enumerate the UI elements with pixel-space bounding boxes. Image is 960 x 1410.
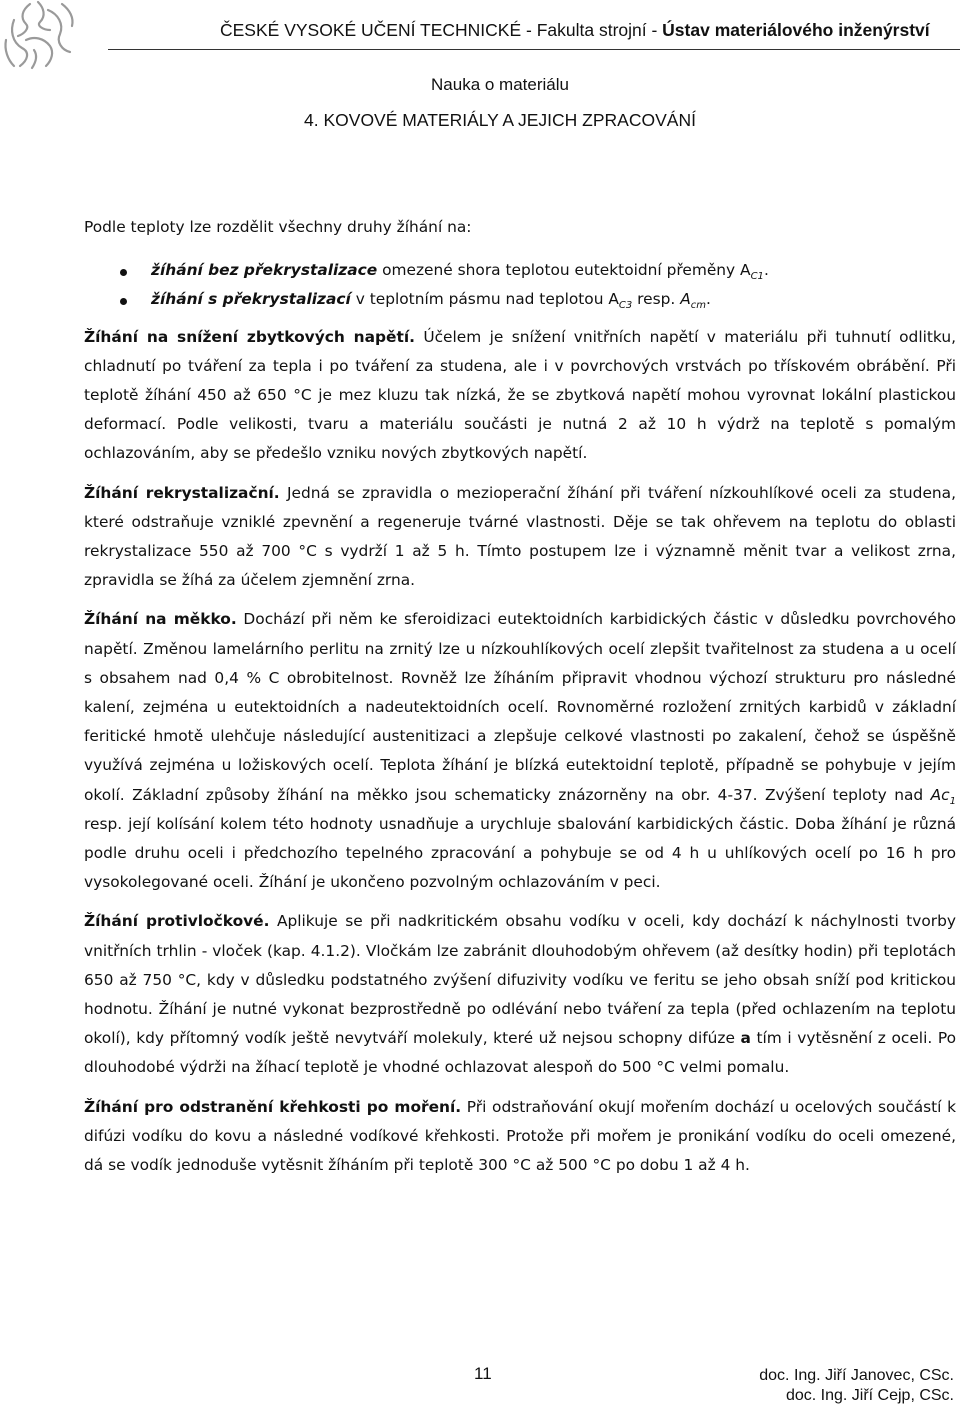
header-title — [220, 20, 930, 41]
document-body — [84, 213, 956, 1190]
section-pickling-brittleness: Žíhání pro odstranění křehkosti po moření. Při odstraňování okují mořením dochází u ocelových součástí k difúzi vodíku do kovu a následné vodíkové křehkosti. Protože při mořem je pronikání vodíku do oceli omezené, dá se vodík jednoduše vytěsnit žíháním při teplotě 300 °C až 500 °C po dobu 1 až 4 h. — [84, 1097, 957, 1175]
list-item-term: žíhání s překrystalizací — [151, 290, 351, 309]
section-anti-flake: Žíhání protivločkové. Aplikuje se při nadkritickém obsahu vodíku v oceli, kdy dochází k náchylnosti tvorby vnitřních trhlin - vloček (kap. 4.1.2). Vločkám lze zabránit dlouhodobým ohřevem (až desítky hodin) při teplotách 650 až 750 °C, kdy v důsledku podstatného zvýšení difuzivity vodíku ve feritu se jeho obsah sníží pod kritickou hodnotu. Žíhání je nutné vykonat bezprostředně po odlévání nebo tváření za tepla (před ochlazením na teplotu okolí), kdy přítomný vodík ještě nevytváří molekuly, které už nejsou schopny difúze a tím i vytěsnění z oceli. Po dlouhodobé výdrži na žíhací teplotě je vhodné ochlazovat alespoň do 500 °C velmi pomalu. — [84, 912, 956, 1077]
chapter-title: 4. KOVOVÉ MATERIÁLY A JEJICH ZPRACOVÁNÍ — [304, 110, 696, 130]
section-heading: Žíhání rekrystalizační. — [84, 483, 280, 502]
header-divider — [108, 49, 960, 50]
course-title: Nauka o materiálu — [431, 75, 569, 94]
cvut-lion-logo — [0, 0, 84, 70]
bullet-icon — [120, 269, 127, 276]
author-name: doc. Ing. Jiří Cejp, CSc. — [785, 1387, 954, 1404]
authors — [759, 1366, 954, 1406]
list-item-term: žíhání bez překrystalizace — [151, 261, 378, 280]
intro-text: Podle teploty lze rozdělit všechny druhy žíhání na: — [84, 218, 472, 236]
page-number: 11 — [474, 1364, 492, 1383]
section-stress-relief: Žíhání na snížení zbytkových napětí. Účelem je snížení vnitřních napětí v materiálu při tuhnutí odlitku, chladnutí po tváření za tepla i po tváření za studena, ale i v povrchových vrstvách po třískovém obrábění. Při teplotě žíhání 450 až 650 °C je mez kluzu tak nízká, že se zbytková napětí mohou vyrovnat lokální plastickou deformací. Podle velikosti, tvaru a materiálu součásti je nutná 2 až 10 h výdrž na teplotě s pomalým ochlazováním, aby se předešlo vzniku nových zbytkových napětí. — [84, 327, 956, 463]
header-university: ČESKÉ VYSOKÉ UČENÍ TECHNICKÉ - — [220, 20, 537, 40]
bullet-icon — [120, 298, 127, 305]
list-item: žíhání s překrystalizací v teplotním pásmu nad teplotou $A_{C3}$ resp. $A_{cm}$. — [84, 285, 956, 314]
section-recrystallization: Žíhání rekrystalizační. Jedná se zpravidla o mezioperační žíhání při tváření nízkouhlíkové oceli za studena, které odstraňuje vzniklé zpevnění a regeneruje tvárné vlastnosti. Děje se tak ohřevem na teplotu do oblasti rekrystalizace 550 až 700 °C s vydrží 1 až 5 h. Tímto postupem lze i významně měnit tvar a velikost zrna, zpravidla se žíhá za účelem zjemnění zrna. — [84, 483, 956, 590]
header-faculty: Fakulta strojní - — [536, 20, 663, 40]
annealing-types-list — [84, 256, 956, 314]
header-institute: Ústav materiálového inženýrství — [662, 20, 930, 40]
list-item: žíhání bez překrystalizace omezené shora teplotou eutektoidní přeměny $A_{C1}$. — [84, 256, 956, 285]
section-heading: Žíhání protivločkové. — [84, 912, 270, 931]
section-heading: Žíhání na snížení zbytkových napětí. — [84, 327, 415, 346]
author-name: doc. Ing. Jiří Janovec, CSc. — [759, 1367, 954, 1384]
section-heading: Žíhání na měkko. — [84, 610, 237, 629]
section-soft-annealing: Žíhání na měkko. Dochází při něm ke sferoidizaci eutektoidních karbidických částic v důsledku povrchového napětí. Změnou lamelárního perlitu na zrnitý lze u nízkouhlíkových ocelí zlepšit tvařitelnost za studena a u ocelí s obsahem nad 0,4 % C obrobitelnost. Rovněž lze žíháním připravit vhodnou výchozí strukturu pro následné kalení, zejména u eutektoidních a nadeutektoidních ocelí. Rovnoměrné rozložení zrnitých karbidů v základní feritické hmotě ulehčuje následující austenitizaci a zlepšuje celkové vlastnosti po zakalení, čehož se úspěšně využívá zejména u ložiskových ocelí. Teplota žíhání je blízká eutektoidní teplotě, případně se pohybuje v jejím okolí. Základní způsoby žíhání na měkko jsou schematicky znázorněny na obr. 4-37. Zvýšení teploty nad $Ac_1$ resp. její kolísání kolem této hodnoty usnadňuje a urychluje sbalování karbidických částic. Doba žíhání je různá podle druhu oceli i předchozího tepelného zpracování a pohybuje se od 4 h u uhlíkových ocelí po 16 h pro vysokolegované oceli. Žíhání je ukončeno pozvolným ochlazováním v peci. — [84, 610, 956, 892]
section-heading: Žíhání pro odstranění křehkosti po moření. — [84, 1097, 462, 1116]
